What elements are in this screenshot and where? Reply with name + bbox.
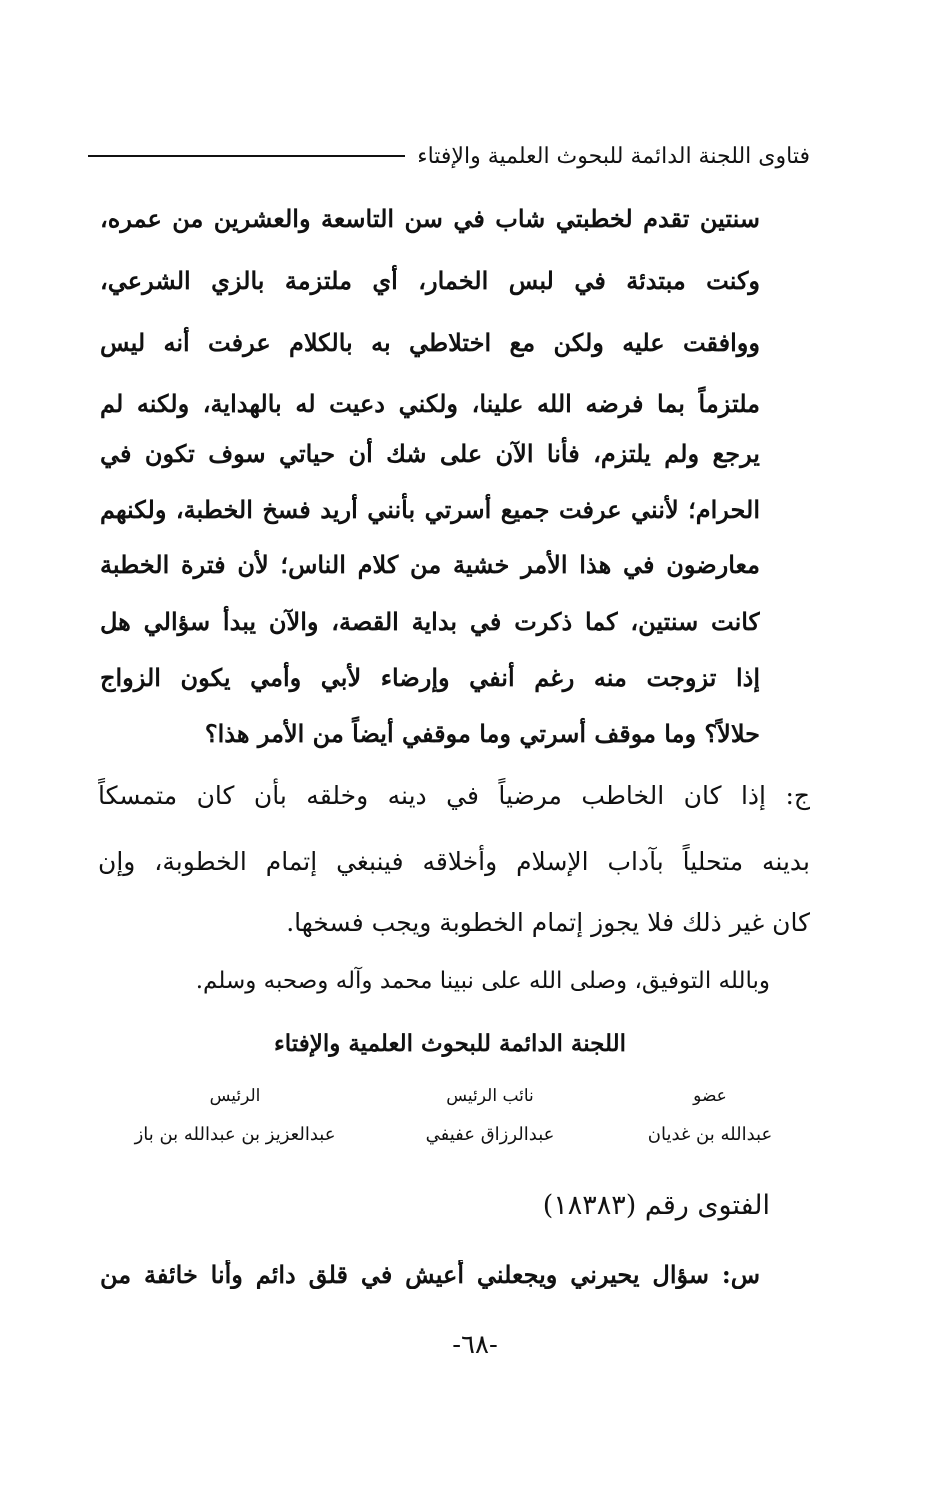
question-line: الحرام؛ لأنني عرفت جميع أسرتي بأنني أريد فسخ الخطبة، ولكنهم	[100, 495, 760, 524]
member-name: عبدالله بن غديان	[647, 1124, 773, 1145]
answer-line: ج: إذا كان الخاطب مرضياً في دينه وخلقه بأن كان متمسكاً	[98, 781, 810, 810]
question-line: ملتزماً بما فرضه الله علينا، ولكني دعيت له بالهداية، ولكنه لم	[100, 389, 760, 418]
closing-prayer: وبالله التوفيق، وصلى الله على نبينا محمد وآله وصحبه وسلم.	[195, 968, 770, 994]
question-line: حلالاً؟ وما موقف أسرتي وما موقفي أيضاً من الأمر هذا؟	[204, 719, 760, 748]
running-header	[88, 134, 810, 178]
header-title: فتاوى اللجنة الدائمة للبحوث العلمية والإفتاء	[417, 143, 810, 169]
vice-chairman-name: عبدالرزاق عفيفي	[425, 1124, 555, 1145]
page-number: -٦٨-	[452, 1330, 498, 1360]
question-line: معارضون في هذا الأمر خشية من كلام الناس؛ لأن فترة الخطبة	[100, 550, 760, 579]
committee-name: اللجنة الدائمة للبحوث العلمية والإفتاء	[273, 1030, 627, 1057]
question-line: وكنت مبتدئة في لبس الخمار، أي ملتزمة بالزي الشرعي،	[100, 266, 760, 295]
member-role: عضو	[693, 1086, 727, 1106]
question-line: إذا تزوجت منه رغم أنفي وإرضاء لأبي وأمي يكون الزواج	[100, 663, 760, 692]
chairman-role: الرئيس	[209, 1086, 261, 1106]
fatwa-number: الفتوى رقم (١٨٣٨٣)	[542, 1190, 770, 1221]
next-question-line: س: سؤال يحيرني ويجعلني أعيش في قلق دائم وأنا خائفة من	[100, 1260, 760, 1289]
question-line: ووافقت عليه ولكن مع اختلاطي به بالكلام عرفت أنه ليس	[100, 328, 760, 357]
question-line: يرجع ولم يلتزم، فأنا الآن على شك أن حياتي سوف تكون في	[100, 439, 760, 468]
question-line: سنتين تقدم لخطبتي شاب في سن التاسعة والعشرين من عمره،	[100, 204, 760, 233]
chairman-name: عبدالعزيز بن عبدالله بن باز	[134, 1124, 336, 1145]
answer-line: بدينه متحلياً بآداب الإسلام وأخلاقه فينبغي إتمام الخطوبة، وإن	[98, 847, 810, 876]
header-rule	[88, 155, 405, 157]
answer-line: كان غير ذلك فلا يجوز إتمام الخطوبة ويجب فسخها.	[286, 908, 810, 937]
vice-chairman-role: نائب الرئيس	[446, 1086, 534, 1106]
question-line: كانت سنتين، كما ذكرت في بداية القصة، والآن يبدأ سؤالي هل	[100, 607, 760, 636]
